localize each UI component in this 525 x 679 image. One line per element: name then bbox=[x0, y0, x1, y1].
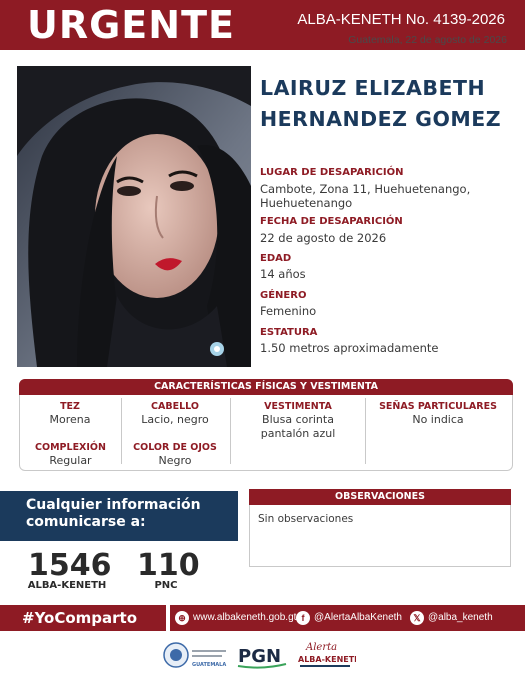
cabello-value: Lacio, negro bbox=[141, 413, 209, 426]
hashtag: #YoComparto bbox=[22, 609, 138, 627]
website-link[interactable] bbox=[175, 610, 296, 627]
urgent-title: URGENTE bbox=[27, 3, 235, 47]
facebook-icon: f bbox=[296, 611, 310, 625]
gender-label: GÉNERO bbox=[260, 290, 307, 301]
observations-title: OBSERVACIONES bbox=[249, 489, 511, 505]
vestimenta-value-line1: Blusa corinta bbox=[262, 413, 334, 426]
cabello-label: CABELLO bbox=[151, 401, 199, 412]
contact-box bbox=[0, 491, 238, 541]
age-label: EDAD bbox=[260, 253, 292, 264]
tez-value: Morena bbox=[49, 413, 91, 426]
phone-alba-keneth-label: ALBA-KENETH bbox=[27, 580, 107, 591]
footer-bar bbox=[0, 605, 525, 631]
place-value-line1: Cambote, Zona 11, Huehuetenango, bbox=[260, 182, 471, 196]
alerta-alba-keneth-logo bbox=[296, 638, 356, 672]
ojos-label: COLOR DE OJOS bbox=[133, 442, 217, 453]
location-date: Guatemala, 22 de agosto de 2026 bbox=[348, 34, 507, 46]
height-value: 1.50 metros aproximadamente bbox=[260, 341, 439, 355]
characteristics-title: CARACTERÍSTICAS FÍSICAS Y VESTIMENTA bbox=[19, 379, 513, 395]
vestimenta-value-line2: pantalón azul bbox=[260, 427, 336, 440]
senas-value: No indica bbox=[412, 413, 464, 426]
alert-number: ALBA-KENETH No. 4139-2026 bbox=[297, 11, 505, 28]
gender-value: Femenino bbox=[260, 304, 317, 318]
divider bbox=[121, 398, 122, 464]
facebook-text: @AlertaAlbaKeneth bbox=[314, 612, 402, 623]
guatemala-seal-text: GUATEMALA bbox=[192, 662, 227, 668]
age-value: 14 años bbox=[260, 267, 306, 281]
pgn-logo bbox=[236, 638, 288, 672]
person-name-line2: HERNANDEZ GOMEZ bbox=[260, 107, 502, 131]
observations-text: Sin observaciones bbox=[258, 513, 354, 525]
x-text: @alba_keneth bbox=[428, 612, 493, 623]
portrait-illustration bbox=[17, 66, 251, 367]
senas-label: SEÑAS PARTICULARES bbox=[379, 401, 497, 412]
person-name-line1: LAIRUZ ELIZABETH bbox=[260, 76, 486, 100]
missing-person-photo bbox=[17, 66, 251, 367]
alba-keneth-text: ALBA-KENETH bbox=[298, 655, 356, 664]
phone-alba-keneth: 1546 bbox=[28, 548, 112, 583]
complexion-value: Regular bbox=[49, 454, 92, 467]
place-label: LUGAR DE DESAPARICIÓN bbox=[260, 167, 404, 178]
alerta-text: Alerta bbox=[306, 642, 338, 653]
ojos-value: Negro bbox=[158, 454, 192, 467]
facebook-link[interactable] bbox=[296, 610, 402, 627]
vestimenta-label: VESTIMENTA bbox=[264, 401, 332, 412]
tez-label: TEZ bbox=[60, 401, 80, 412]
pgn-text: PGN bbox=[238, 646, 282, 667]
date-value: 22 de agosto de 2026 bbox=[260, 231, 387, 245]
person-name bbox=[260, 73, 501, 135]
place-value-line2: Huehuetenango bbox=[260, 196, 353, 210]
contact-line1: Cualquier información bbox=[26, 497, 201, 513]
contact-line2: comunicarse a: bbox=[26, 514, 146, 530]
globe-icon: ⊕ bbox=[175, 611, 189, 625]
phone-pnc-label: PNC bbox=[154, 580, 178, 591]
guatemala-seal-logo bbox=[162, 638, 228, 672]
date-label: FECHA DE DESAPARICIÓN bbox=[260, 216, 403, 227]
divider bbox=[230, 398, 231, 464]
height-label: ESTATURA bbox=[260, 327, 318, 338]
phone-pnc: 110 bbox=[137, 548, 200, 583]
divider bbox=[365, 398, 366, 464]
x-logo-icon: 𝕏 bbox=[410, 611, 424, 625]
x-link[interactable] bbox=[410, 610, 493, 627]
footer-separator bbox=[166, 605, 170, 631]
complexion-label: COMPLEXIÓN bbox=[35, 442, 106, 453]
website-text: www.albakeneth.gob.gt bbox=[193, 612, 297, 623]
